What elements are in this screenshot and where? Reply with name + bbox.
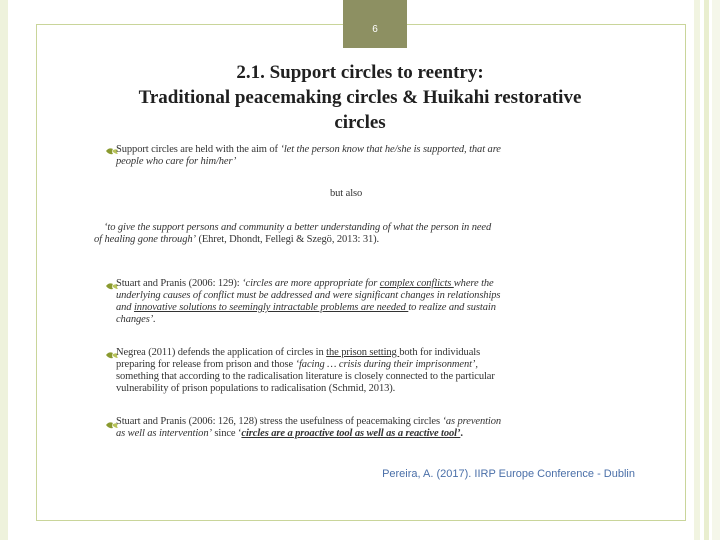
bullet-2-cite: Stuart and Pranis (2006: 129): [116, 278, 243, 289]
bullet-2-line-4: changes’. [116, 314, 156, 325]
but-also: but also [330, 188, 363, 199]
right-stripe-2 [704, 0, 709, 540]
bullet-2-underlined-2: innovative solutions to seemingly intractable problems are needed [133, 302, 409, 313]
slide-number: 6 [372, 24, 378, 35]
bullet-4-period: . [460, 428, 463, 439]
title-line-3: circles [334, 112, 386, 133]
title-line-2: Traditional peacemaking circles & Huikahi restorative [138, 87, 582, 108]
bullet-1-quote-line-2: people who care for him/her’ [116, 156, 237, 167]
bullet-2-text [116, 278, 611, 326]
bullet-1-text [116, 144, 616, 168]
right-stripe-1 [694, 0, 700, 540]
quote-line-1: ‘to give the support persons and community a better understanding of what the person in need [104, 222, 492, 233]
quote-block [94, 222, 614, 246]
bullet-3-line-4: vulnerability of prison populations to radicalisation (Schmid, 2013). [116, 383, 396, 394]
bullet-3-text [116, 347, 611, 395]
bullet-4-bold-quote: circles are a proactive tool as well as a reactive tool’ [241, 428, 461, 439]
bullet-4-start: Stuart and Pranis (2006: 126, 128) stress the usefulness of peacemaking circles [116, 416, 443, 427]
bullet-4-text [116, 416, 616, 440]
quote-line-2: of healing gone through’ [94, 234, 196, 245]
bullet-2-quote-start: ‘circles are more appropriate for [242, 278, 380, 289]
slide-title [90, 60, 630, 135]
bullet-3-line-2a: preparing for release from prison and those [116, 359, 296, 370]
bullet-1-quote: ‘let the person know that he/she is supported, that are [280, 144, 501, 155]
bullet-3-end: both for individuals [399, 347, 481, 358]
bullet-1-lead: Support circles are held with the aim of [116, 144, 281, 155]
right-stripe-3 [712, 0, 720, 540]
quote-citation: (Ehret, Dhondt, Fellegi & Szegö, 2013: 31). [195, 234, 380, 245]
bullet-4-quote-1: ‘as prevention [442, 416, 502, 427]
bullet-2-underlined-1: complex conflicts [379, 278, 454, 289]
bullet-2-line-3a: and [116, 302, 134, 313]
bullet-4-quote-1-end: as well as intervention’ [116, 428, 212, 439]
bullet-3-underlined: the prison setting [326, 347, 400, 358]
left-stripe [0, 0, 8, 540]
title-line-1: 2.1. Support circles to reentry: [236, 62, 484, 83]
footer-citation: Pereira, A. (2017). IIRP Europe Conference - Dublin [382, 468, 635, 480]
bullet-4-since: since ‘ [211, 428, 242, 439]
bullet-2-line-3c: to realize and sustain [408, 302, 496, 313]
bullet-2-line-2: underlying causes of conflict must be addressed and were significant changes in relationships [116, 290, 501, 301]
bullet-3-quote: ‘facing … crisis during their imprisonment’, [295, 359, 478, 370]
bullet-3-line-3: something that according to the radicalisation literature is closely connected to the particular [116, 371, 495, 382]
bullet-2-quote-end: where the [453, 278, 494, 289]
bullet-3-start: Negrea (2011) defends the application of circles in [116, 347, 327, 358]
